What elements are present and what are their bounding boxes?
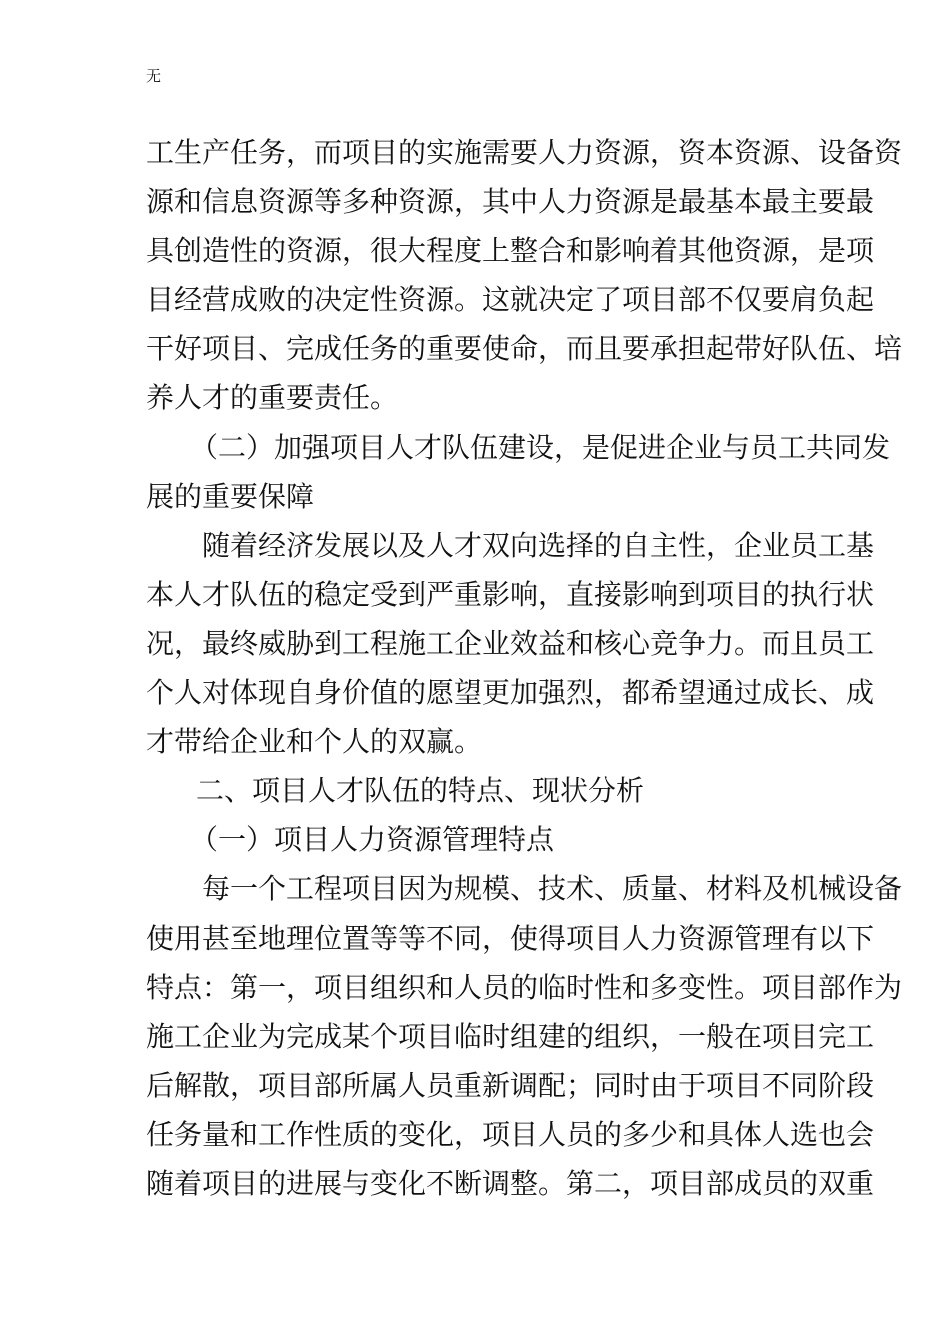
page-header: 无 — [146, 67, 162, 85]
text-line: 后解散，项目部所属人员重新调配；同时由于项目不同阶段 — [146, 1068, 875, 1102]
text-line: 随着项目的进展与变化不断调整。第二，项目部成员的双重 — [146, 1166, 875, 1200]
section-heading-line: 展的重要保障 — [146, 479, 315, 513]
document-body — [146, 128, 903, 1208]
text-line: 特点：第一，项目组织和人员的临时性和多变性。项目部作为 — [146, 970, 903, 1004]
text-line: 施工企业为完成某个项目临时组建的组织，一般在项目完工 — [146, 1019, 875, 1053]
subsection-heading-line: （一）项目人力资源管理特点 — [190, 823, 555, 857]
text-line: 每一个工程项目因为规模、技术、质量、材料及机械设备 — [202, 872, 903, 906]
section-heading-line: 二、项目人才队伍的特点、现状分析 — [196, 774, 645, 808]
text-line: 随着经济发展以及人才双向选择的自主性，企业员工基 — [202, 528, 875, 562]
text-line: 养人才的重要责任。 — [146, 381, 399, 415]
text-line: 任务量和工作性质的变化，项目人员的多少和具体人选也会 — [146, 1117, 875, 1151]
section-heading-line: （二）加强项目人才队伍建设，是促进企业与员工共同发 — [190, 430, 891, 464]
text-line: 工生产任务，而项目的实施需要人力资源，资本资源、设备资 — [146, 136, 903, 169]
text-line: 况，最终威胁到工程施工企业效益和核心竞争力。而且员工 — [146, 626, 875, 660]
text-line: 本人才队伍的稳定受到严重影响，直接影响到项目的执行状 — [146, 577, 875, 611]
text-line: 干好项目、完成任务的重要使命，而且要承担起带好队伍、培 — [146, 332, 903, 366]
text-line: 目经营成败的决定性资源。这就决定了项目部不仅要肩负起 — [146, 283, 875, 317]
text-line: 具创造性的资源，很大程度上整合和影响着其他资源，是项 — [146, 234, 875, 268]
text-line: 个人对体现自身价值的愿望更加强烈，都希望通过成长、成 — [146, 676, 875, 710]
text-line: 源和信息资源等多种资源，其中人力资源是最基本最主要最 — [146, 185, 875, 219]
text-line: 才带给企业和个人的双赢。 — [146, 725, 483, 759]
text-line: 使用甚至地理位置等等不同，使得项目人力资源管理有以下 — [146, 921, 875, 955]
